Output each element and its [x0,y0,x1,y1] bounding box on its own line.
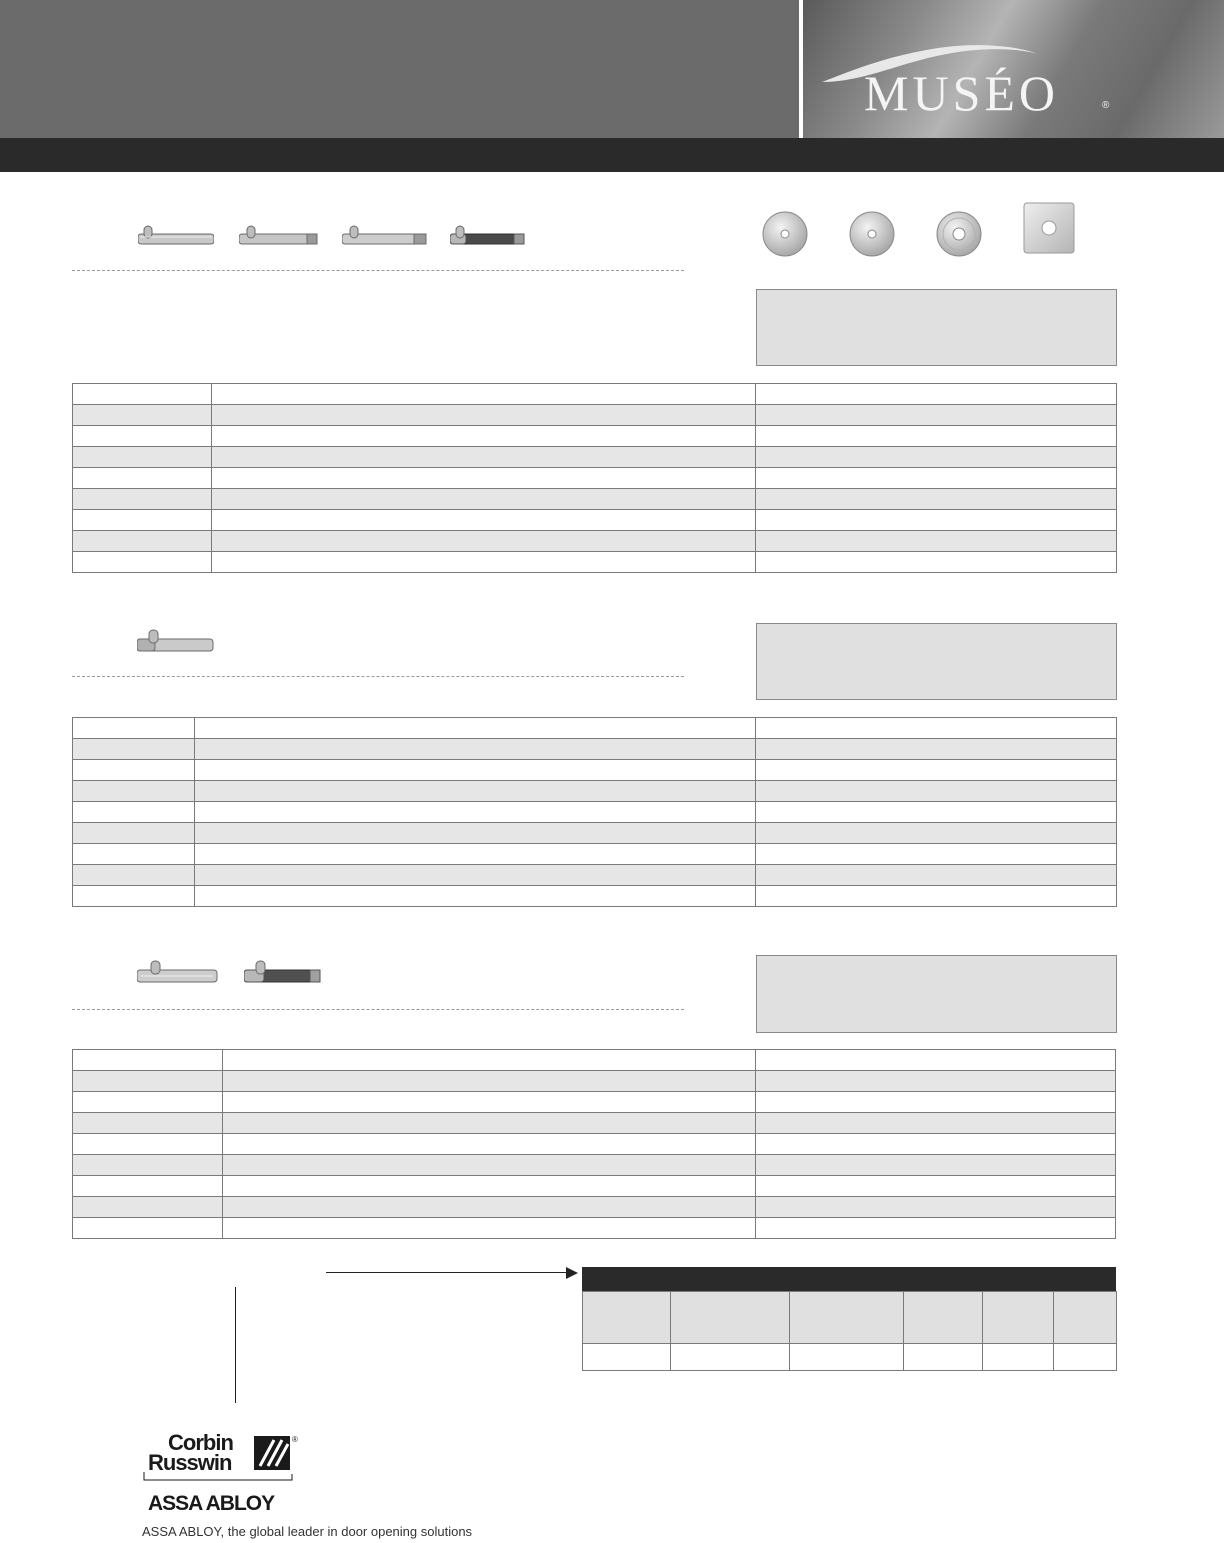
lever-handle-1 [138,222,214,248]
table-row [73,489,1117,510]
section-divider [72,1009,684,1010]
round-rose-icon [848,210,896,258]
table-row [73,426,1117,447]
footer-tagline: ASSA ABLOY, the global leader in door opening solutions [142,1524,473,1539]
table-row [73,405,1117,426]
round-rose-icon [935,210,983,258]
table-row [73,802,1117,823]
table-row [73,844,1117,865]
ordering-grid [582,1291,1117,1371]
table-row [73,739,1117,760]
table-row [583,1292,1117,1344]
header-bar [0,138,1224,172]
square-rose-icon [1023,202,1075,254]
ordering-table [582,1267,1116,1371]
table-row [73,1071,1116,1092]
header-divider [799,0,803,138]
table-row [73,1176,1116,1197]
ordering-table-header [582,1267,1116,1291]
lever-handle-7 [244,958,322,986]
corbin-russwin-logo [142,1428,302,1518]
lever-handle-3 [342,222,428,248]
table-row [73,1218,1116,1239]
table-row [73,1092,1116,1113]
info-box [756,289,1117,366]
table-row [73,760,1117,781]
table-row [73,1134,1116,1155]
arrow-line [326,1272,576,1273]
logo-line-2: Russwin [148,1450,232,1475]
lever-handle-5 [137,627,215,655]
table-row [73,447,1117,468]
table-row [73,510,1117,531]
spec-table [72,1049,1116,1239]
brand-name: MUSÉO [864,65,1060,118]
info-box [756,623,1117,700]
table-row [583,1344,1117,1371]
table-row [73,718,1117,739]
table-row [73,781,1117,802]
table-row [73,823,1117,844]
assa-abloy-logo: ASSA ABLOY [148,1492,275,1515]
table-row [73,552,1117,573]
museo-logo [818,38,1118,118]
table-row [73,886,1117,907]
table-row [73,1155,1116,1176]
spec-table [72,383,1117,573]
table-row [73,531,1117,552]
section-divider [72,676,684,677]
registered-mark: ® [1102,100,1110,111]
round-rose-icon [761,210,809,258]
table-row [73,384,1117,405]
lever-handle-4 [450,222,526,248]
logo-line-1: Corbin [168,1430,233,1455]
spec-table [72,717,1117,907]
table-row [73,865,1117,886]
lever-handle-6 [137,958,219,986]
table-row [73,1113,1116,1134]
info-box [756,955,1117,1033]
svg-text:®: ® [292,1435,298,1444]
table-row [73,1050,1116,1071]
vertical-rule [235,1287,236,1403]
corbin-mark-icon [254,1436,290,1470]
section-divider [72,270,684,271]
table-row [73,468,1117,489]
table-row [73,1197,1116,1218]
arrow-head-icon [566,1267,578,1279]
lever-handle-2 [239,222,319,248]
